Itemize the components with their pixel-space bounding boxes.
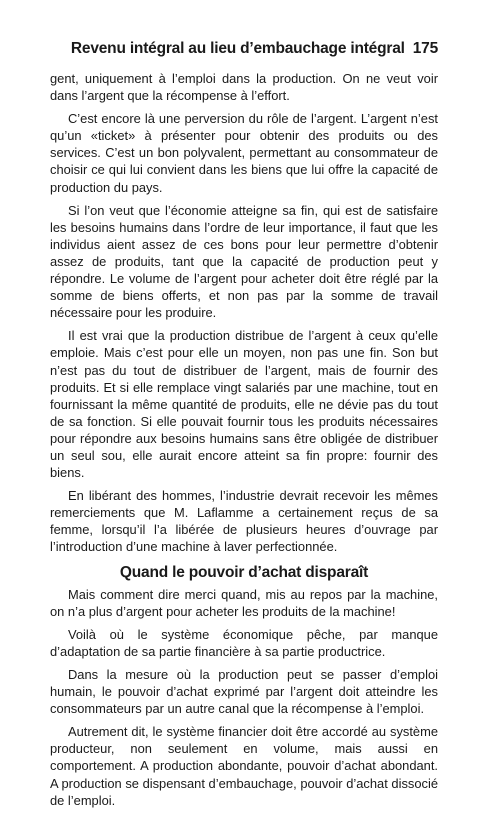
paragraph: C’est encore là une perversion du rôle de l’argent. L’argent n’est qu’un «ticket» à présenter pour obtenir des produits ou des services. C’est un bon polyvalent, permettant au consommateur de choisir ce qui lui convient dans les biens que lui offre la capacité de production du pays.	[50, 111, 438, 195]
section-heading: Quand le pouvoir d’achat disparaît	[119, 563, 369, 581]
paragraph: Si l’on veut que l’économie atteigne sa fin, qui est de satisfaire les besoins humains dans l’ordre de leur importance, il faut que les individus aient assez de ces bons pour leur permettre d’obtenir assez de produits, tant que la capacité de production peut y répondre. Le volume de l’argent pour acheter doit être réglé par la somme de biens offerts, et non pas par la somme de travail nécessaire pour les produire.	[50, 202, 438, 321]
paragraph: Il est vrai que la production distribue de l’argent à ceux qu’elle emploie. Mais c’est pour elle un moyen, non pas une fin. Son but n’est pas du tout de distribuer de l’argent, mais de fournir des produits. Et si elle remplace vingt salariés par une machine, tout en fournissant la même quantité de produits, elle ne dévie pas du tout de sa fonction. Si elle pouvait fournir tous les produits nécessaires pour répondre aux besoins humains sans être obligée de distribuer un seul sou, elle aurait encore atteint sa fin propre: fournir des biens.	[50, 328, 438, 481]
running-header-title: Revenu intégral au lieu d’embauchage intégral	[70, 40, 405, 57]
paragraph: gent, uniquement à l’emploi dans la production. On ne veut voir dans l’argent que la récompense à l’effort.	[50, 71, 438, 104]
running-header	[50, 40, 438, 58]
paragraph: Dans la mesure où la production peut se passer d’emploi humain, le pouvoir d’achat exprimé par l’argent doit atteindre les consommateurs par un autre canal que la récompense à l’emploi.	[50, 667, 438, 717]
book-page	[50, 40, 438, 815]
paragraph: Autrement dit, le système financier doit être accordé au système producteur, non seulement en volume, mais aussi en comportement. A production abondante, pouvoir d’achat abondant. A production se dispensant d’embauchage, pouvoir d’achat dissocié de l’emploi.	[50, 724, 438, 808]
paragraph: En libérant des hommes, l’industrie devrait recevoir les mêmes remerciements que M. Laflamme a certainement reçus de sa femme, lorsqu’il l’a libérée de plusieurs heures d’ouvrage par l’introduction d’une machine à laver perfectionnée.	[50, 488, 438, 555]
body-text	[50, 70, 438, 809]
paragraph: Mais comment dire merci quand, mis au repos par la machine, on n’a plus d’argent pour acheter les produits de la machine!	[50, 586, 438, 619]
page-number: 175	[412, 40, 438, 57]
paragraph: Voilà où le système économique pêche, par manque d’adaptation de sa partie financière à sa partie productrice.	[50, 626, 438, 659]
